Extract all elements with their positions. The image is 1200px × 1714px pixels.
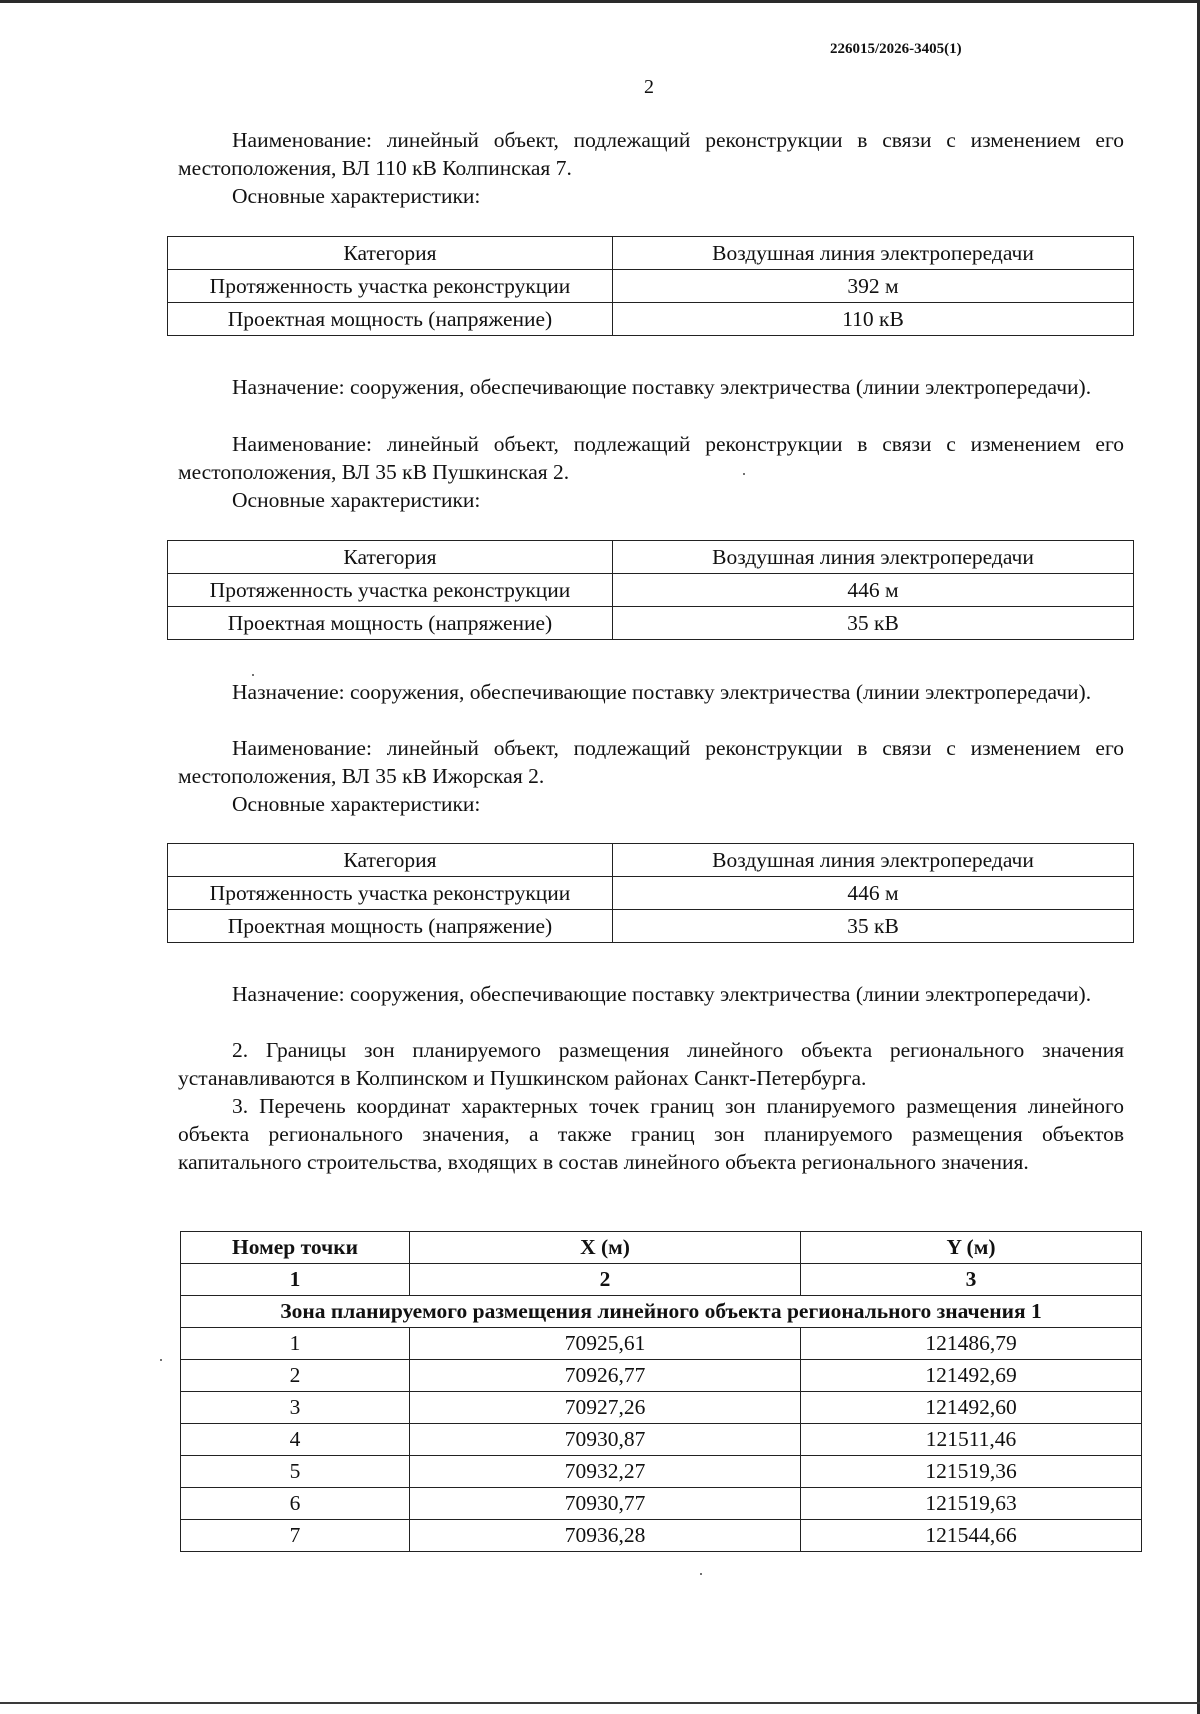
section-2-specs-table-wrap — [167, 540, 1134, 640]
coordinate-cell-x: 70925,61 — [410, 1328, 801, 1360]
table-row — [168, 607, 1134, 640]
section-2-purpose-paragraph: Назначение: сооружения, обеспечивающие поставку электричества (линии электропередачи). — [232, 680, 1092, 704]
section-3-name — [178, 734, 1124, 818]
coordinate-cell-n: 7 — [181, 1520, 410, 1552]
table-cell: 110 кВ — [613, 303, 1134, 336]
scan-speck — [700, 1573, 702, 1575]
coordinate-cell-y: 121492,60 — [801, 1392, 1142, 1424]
clause-3-paragraph: 3. Перечень координат характерных точек границ зон планируемого размещения линейного объекта регионального значения, а также границ зон планируемого размещения объектов капитального строительства, входящих в состав линейного объекта регионального значения. — [178, 1094, 1124, 1174]
column-header-y: Y (м) — [801, 1232, 1142, 1264]
coordinates-table — [180, 1231, 1142, 1552]
table-header-row — [181, 1232, 1142, 1264]
zone-title-row — [181, 1296, 1142, 1328]
table-row — [181, 1264, 1142, 1296]
coordinate-cell-x: 70927,26 — [410, 1392, 801, 1424]
scan-speck — [743, 473, 745, 475]
section-3-purpose-paragraph: Назначение: сооружения, обеспечивающие поставку электричества (линии электропередачи). — [232, 982, 1092, 1006]
section-2-characteristics-label: Основные характеристики: — [232, 488, 481, 512]
column-header-point-number: Номер точки — [181, 1232, 410, 1264]
column-header-x: X (м) — [410, 1232, 801, 1264]
section-3-specs-table-wrap — [167, 843, 1134, 943]
coordinate-cell-n: 2 — [181, 1360, 410, 1392]
table-row — [181, 1520, 1142, 1552]
section-1-name — [178, 126, 1124, 210]
table-row — [168, 877, 1134, 910]
table-cell: 446 м — [613, 574, 1134, 607]
coordinate-cell-x: 70932,27 — [410, 1456, 801, 1488]
table-cell: Проектная мощность (напряжение) — [168, 607, 613, 640]
section-3-characteristics-label: Основные характеристики: — [232, 792, 481, 816]
scan-speck — [252, 674, 254, 676]
section-1-characteristics-label: Основные характеристики: — [232, 184, 481, 208]
table-row — [181, 1488, 1142, 1520]
section-2-name — [178, 430, 1124, 514]
table-row — [168, 844, 1134, 877]
coordinate-cell-y: 121519,36 — [801, 1456, 1142, 1488]
table-row — [181, 1328, 1142, 1360]
table-cell: Категория — [168, 541, 613, 574]
column-number-cell: 3 — [801, 1264, 1142, 1296]
coordinate-cell-n: 1 — [181, 1328, 410, 1360]
table-cell: Протяженность участка реконструкции — [168, 270, 613, 303]
column-number-cell: 2 — [410, 1264, 801, 1296]
section-1-specs-table-wrap — [167, 236, 1134, 336]
section-1-purpose — [178, 373, 1124, 401]
table-cell: Проектная мощность (напряжение) — [168, 910, 613, 943]
section-3-purpose — [178, 980, 1124, 1008]
coordinate-cell-n: 4 — [181, 1424, 410, 1456]
coordinate-cell-y: 121511,46 — [801, 1424, 1142, 1456]
table-cell: Воздушная линия электропередачи — [613, 541, 1134, 574]
table-row — [181, 1456, 1142, 1488]
coordinate-cell-x: 70936,28 — [410, 1520, 801, 1552]
section-2-specs-table — [167, 540, 1134, 640]
table-cell: Категория — [168, 844, 613, 877]
coordinate-cell-x: 70930,87 — [410, 1424, 801, 1456]
table-row — [168, 270, 1134, 303]
section-3-name-paragraph: Наименование: линейный объект, подлежащий реконструкции в связи с изменением его местоположения, ВЛ 35 кВ Ижорская 2. — [178, 736, 1124, 788]
clause-2-paragraph: 2. Границы зон планируемого размещения линейного объекта регионального значения устанавливаются в Колпинском и Пушкинском районах Санкт-Петербурга. — [178, 1038, 1124, 1090]
table-cell: 35 кВ — [613, 910, 1134, 943]
section-1-name-paragraph: Наименование: линейный объект, подлежащий реконструкции в связи с изменением его местоположения, ВЛ 110 кВ Колпинская 7. — [178, 128, 1124, 180]
section-1-purpose-paragraph: Назначение: сооружения, обеспечивающие поставку электричества (линии электропередачи). — [232, 375, 1092, 399]
table-row — [168, 541, 1134, 574]
section-1-specs-table — [167, 236, 1134, 336]
coordinate-cell-y: 121519,63 — [801, 1488, 1142, 1520]
column-number-cell: 1 — [181, 1264, 410, 1296]
coordinate-cell-n: 3 — [181, 1392, 410, 1424]
table-cell: 446 м — [613, 877, 1134, 910]
table-cell: Протяженность участка реконструкции — [168, 877, 613, 910]
table-cell: Воздушная линия электропередачи — [613, 237, 1134, 270]
coordinate-cell-x: 70926,77 — [410, 1360, 801, 1392]
scan-speck — [160, 1359, 162, 1361]
coordinate-cell-y: 121492,69 — [801, 1360, 1142, 1392]
table-cell: 35 кВ — [613, 607, 1134, 640]
table-cell: Проектная мощность (напряжение) — [168, 303, 613, 336]
clauses — [178, 1036, 1124, 1176]
table-row — [181, 1360, 1142, 1392]
table-cell: Воздушная линия электропередачи — [613, 844, 1134, 877]
coordinate-cell-n: 6 — [181, 1488, 410, 1520]
zone-title: Зона планируемого размещения линейного объекта регионального значения 1 — [181, 1296, 1142, 1328]
document-reference-number: 226015/2026-3405(1) — [830, 41, 962, 57]
coordinate-cell-y: 121544,66 — [801, 1520, 1142, 1552]
table-row — [181, 1424, 1142, 1456]
table-row — [168, 574, 1134, 607]
table-cell: Протяженность участка реконструкции — [168, 574, 613, 607]
table-cell: Категория — [168, 237, 613, 270]
section-2-name-paragraph: Наименование: линейный объект, подлежащий реконструкции в связи с изменением его местоположения, ВЛ 35 кВ Пушкинская 2. — [178, 432, 1124, 484]
coordinates-table-wrap — [180, 1231, 1142, 1552]
scan-edge-top — [0, 0, 1200, 3]
table-row — [168, 303, 1134, 336]
coordinate-cell-x: 70930,77 — [410, 1488, 801, 1520]
table-row — [168, 910, 1134, 943]
section-3-specs-table — [167, 843, 1134, 943]
table-row — [168, 237, 1134, 270]
table-row — [181, 1392, 1142, 1424]
coordinate-rows — [181, 1328, 1142, 1552]
scan-edge-bottom — [0, 1702, 1200, 1704]
table-cell: 392 м — [613, 270, 1134, 303]
coordinate-cell-n: 5 — [181, 1456, 410, 1488]
section-2-purpose — [178, 678, 1124, 706]
page-number: 2 — [644, 76, 654, 98]
coordinate-cell-y: 121486,79 — [801, 1328, 1142, 1360]
